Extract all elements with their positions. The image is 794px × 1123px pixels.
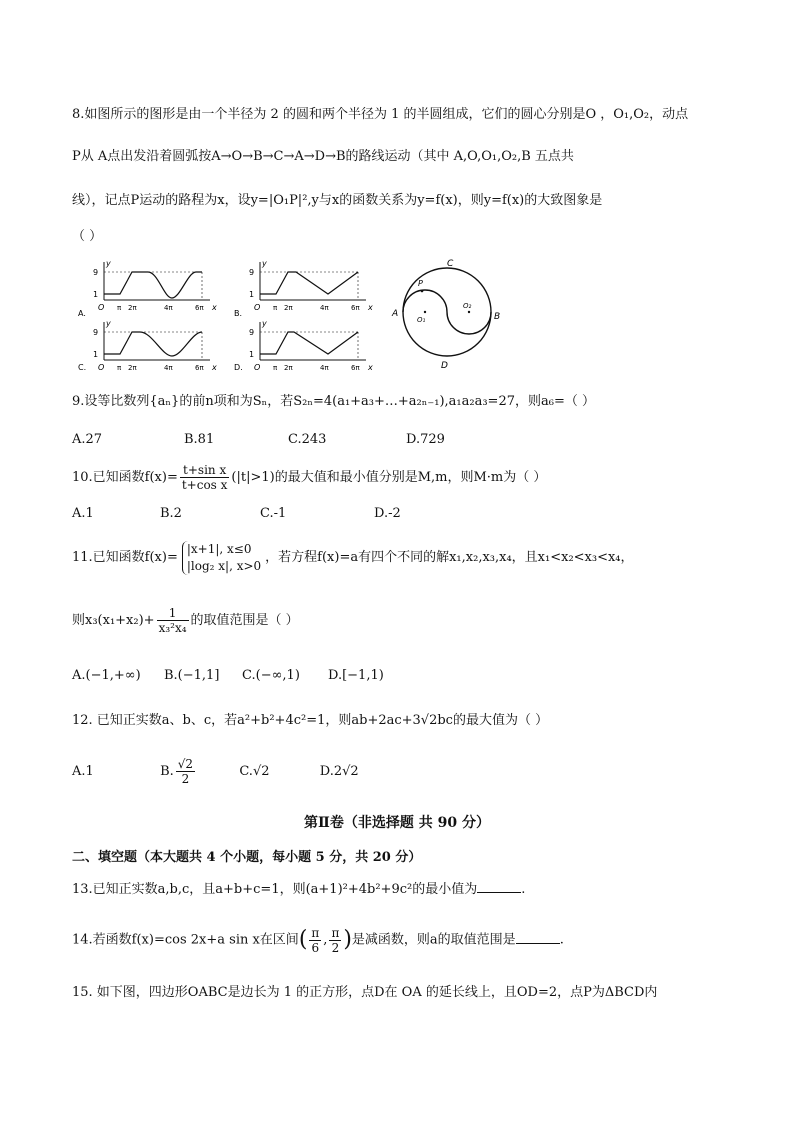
x-axis-label: x <box>212 303 217 312</box>
label-o2: O₂ <box>463 302 472 310</box>
tick-4pi: 4π <box>164 364 173 372</box>
tick-4pi: 4π <box>320 364 329 372</box>
q10-fraction <box>180 463 230 492</box>
tick-4pi: 4π <box>164 304 173 312</box>
q10-option-b: B.2 <box>160 506 182 521</box>
graph-b-label: B. <box>234 309 243 318</box>
q11-piecewise <box>182 541 261 575</box>
graph-a <box>78 259 217 318</box>
q13-end: . <box>521 882 526 897</box>
tick-1: 1 <box>249 290 255 299</box>
tick-pi: π <box>117 364 122 372</box>
q12-option-c: C.√2 <box>239 764 270 779</box>
q13-text: 13.已知正实数a,b,c，且a+b+c=1，则(a+1)²+4b²+9c²的最小值为 <box>72 882 478 897</box>
tick-6pi: 6π <box>195 364 204 372</box>
q8-line3: 线），记点P运动的路程为x，设y=|O₁P|²,y与x的函数关系为y=f(x)，则y=f(x)的大致图象是 <box>72 193 603 208</box>
tick-6pi: 6π <box>351 304 360 312</box>
q12-option-b-denominator: 2 <box>181 772 190 786</box>
q9-option-a: A.27 <box>72 432 103 447</box>
q8-line2: P从 A点出发沿着圆弧按A→O→B→C→A→D→B的路线运动（其中 A,O,O₁,O₂,B 五点共 <box>72 149 574 164</box>
q12-option-b-numerator: √2 <box>177 757 194 771</box>
q11-case1: |x+1|, x≤0 <box>186 541 252 556</box>
y-axis-label: y <box>262 319 267 328</box>
graph-c-label: C. <box>78 363 87 372</box>
q14-fraction-b-denominator: 2 <box>331 940 340 955</box>
tick-9: 9 <box>93 268 99 277</box>
q10-suffix: (|t|>1)的最大值和最小值分别是M,m，则M·m为（ ） <box>231 470 547 485</box>
label-c: C <box>447 259 454 269</box>
circle-figure <box>391 259 500 371</box>
q12-stem: 12. 已知正实数a、b、c，若a²+b²+4c²=1，则ab+2ac+3√2bc的最大值为（ ） <box>72 713 549 728</box>
graph-b-curve <box>260 272 358 294</box>
q14-fraction-a-numerator: π <box>311 925 320 940</box>
x-axis-label: x <box>368 363 373 372</box>
tick-9: 9 <box>249 328 255 337</box>
tick-pi: π <box>273 364 278 372</box>
q14-fraction-a-denominator: 6 <box>311 940 320 955</box>
y-axis-label: y <box>106 319 111 328</box>
tick-6pi: 6π <box>195 304 204 312</box>
label-o1: O₁ <box>417 316 426 324</box>
q11-suffix: ，若方程f(x)=a有四个不同的解x₁,x₂,x₃,x₄，且x₁<x₂<x₃<x₄， <box>265 550 634 565</box>
semicircle-path <box>403 290 491 334</box>
q13-stem <box>72 880 525 899</box>
tick-1: 1 <box>93 350 99 359</box>
graph-b <box>234 259 373 318</box>
q10-option-c: C.-1 <box>260 506 287 521</box>
tick-1: 1 <box>93 290 99 299</box>
q12-options <box>72 752 359 792</box>
q11-prefix: 11.已知函数f(x)= <box>72 550 178 565</box>
q14-fraction-b <box>329 926 341 955</box>
label-b: B <box>494 312 501 322</box>
q8-line1: 8.如图所示的图形是由一个半径为 2 的圆和两个半径为 1 的半圆组成，它们的圆心分别是O ，O₁,O₂，动点 <box>72 107 689 122</box>
tick-pi: π <box>117 304 122 312</box>
x-axis-label: x <box>368 303 373 312</box>
q9-option-d: D.729 <box>406 432 445 447</box>
tick-o: O <box>254 363 261 372</box>
graph-a-label: A. <box>78 309 86 318</box>
q10-prefix: 10.已知函数f(x)= <box>72 470 178 485</box>
q14-answer-blank[interactable] <box>516 931 560 944</box>
q12-option-a: A.1 <box>72 764 94 779</box>
graph-d-curve <box>260 332 358 354</box>
label-a: A <box>392 309 399 319</box>
tick-o: O <box>98 303 105 312</box>
section-title: 第Ⅱ卷（非选择题 共 90 分） <box>304 815 490 831</box>
q10-option-a: A.1 <box>72 506 94 521</box>
q14-fraction-a <box>309 926 321 955</box>
q12-option-b-fraction <box>176 757 195 786</box>
graph-c <box>78 319 217 372</box>
tick-9: 9 <box>249 268 255 277</box>
tick-o: O <box>98 363 105 372</box>
tick-1: 1 <box>249 350 255 359</box>
q13-answer-blank[interactable] <box>477 880 521 893</box>
tick-2pi: 2π <box>128 364 137 372</box>
q8-figures <box>72 258 512 376</box>
tick-2pi: 2π <box>284 364 293 372</box>
q8-line4: （ ） <box>72 229 103 244</box>
q11-fraction <box>157 606 189 635</box>
tick-4pi: 4π <box>320 304 329 312</box>
graph-a-curve <box>104 272 202 298</box>
q11-option-c: C.(−∞,1) <box>242 668 300 683</box>
center-o2 <box>468 311 470 313</box>
center-o1 <box>424 311 426 313</box>
q11-numerator: 1 <box>157 606 189 621</box>
q14-prefix: 14.若函数f(x)=cos 2x+a sin x在区间 <box>72 932 299 948</box>
q9-stem: 9.设等比数列{aₙ}的前n项和为Sₙ，若S₂ₙ=4(a₁+a₃+…+a₂ₙ₋₁),a₁a₂a₃=27，则a₆=（ ） <box>72 394 595 409</box>
q9-option-b: B.81 <box>184 432 215 447</box>
q15-stem: 15. 如下图，四边形OABC是边长为 1 的正方形，点D在 OA 的延长线上，且OD=2，点P为ΔBCD内 <box>72 985 658 1000</box>
tick-pi: π <box>273 304 278 312</box>
graph-d <box>234 319 373 372</box>
label-p: P <box>418 279 423 288</box>
q12-option-b-prefix: B. <box>160 764 174 779</box>
q11-line2 <box>72 604 299 638</box>
tick-6pi: 6π <box>351 364 360 372</box>
section-subtitle: 二、填空题（本大题共 4 个小题，每小题 5 分，共 20 分） <box>72 850 422 865</box>
q14-fraction-b-numerator: π <box>331 925 340 940</box>
q11-option-a: A.(−1,+∞) <box>72 668 141 683</box>
graph-d-label: D. <box>234 363 243 372</box>
q11-denominator: x₃²x₄ <box>158 621 187 635</box>
q10-numerator: t+sin x <box>180 463 230 478</box>
label-d: D <box>441 361 448 371</box>
q10-stem <box>72 462 546 494</box>
tick-o: O <box>254 303 261 312</box>
q9-option-c: C.243 <box>288 432 327 447</box>
tick-9: 9 <box>93 328 99 337</box>
q10-option-d: D.-2 <box>374 506 401 521</box>
y-axis-label: y <box>262 259 267 268</box>
graph-c-curve <box>104 332 202 356</box>
q14-suffix: 是减函数，则a的取值范围是 <box>351 932 516 948</box>
q11-stem <box>72 538 634 578</box>
q10-denominator: t+cos x <box>181 478 228 492</box>
q11-option-d: D.[−1,1) <box>328 668 384 683</box>
q14-stem: 14.若函数f(x)=cos 2x+a sin x在区间( $\frac{\pi}{6}$ , $\frac{\pi}{2}$ )是减函数，则a的取值范围是 . <box>72 925 564 955</box>
y-axis-label: y <box>106 259 111 268</box>
q12-option-d: D.2√2 <box>319 764 359 779</box>
q11-option-b: B.(−1,1] <box>164 668 220 683</box>
point-p <box>421 290 424 293</box>
tick-2pi: 2π <box>128 304 137 312</box>
q11-line2-suffix: 的取值范围是（ ） <box>190 613 299 628</box>
q11-case2: |log₂ x|, x>0 <box>186 558 262 573</box>
q11-line2-prefix: 则x₃(x₁+x₂)+ <box>72 613 155 628</box>
q14-end: . <box>559 932 564 948</box>
tick-2pi: 2π <box>284 304 293 312</box>
x-axis-label: x <box>212 363 217 372</box>
